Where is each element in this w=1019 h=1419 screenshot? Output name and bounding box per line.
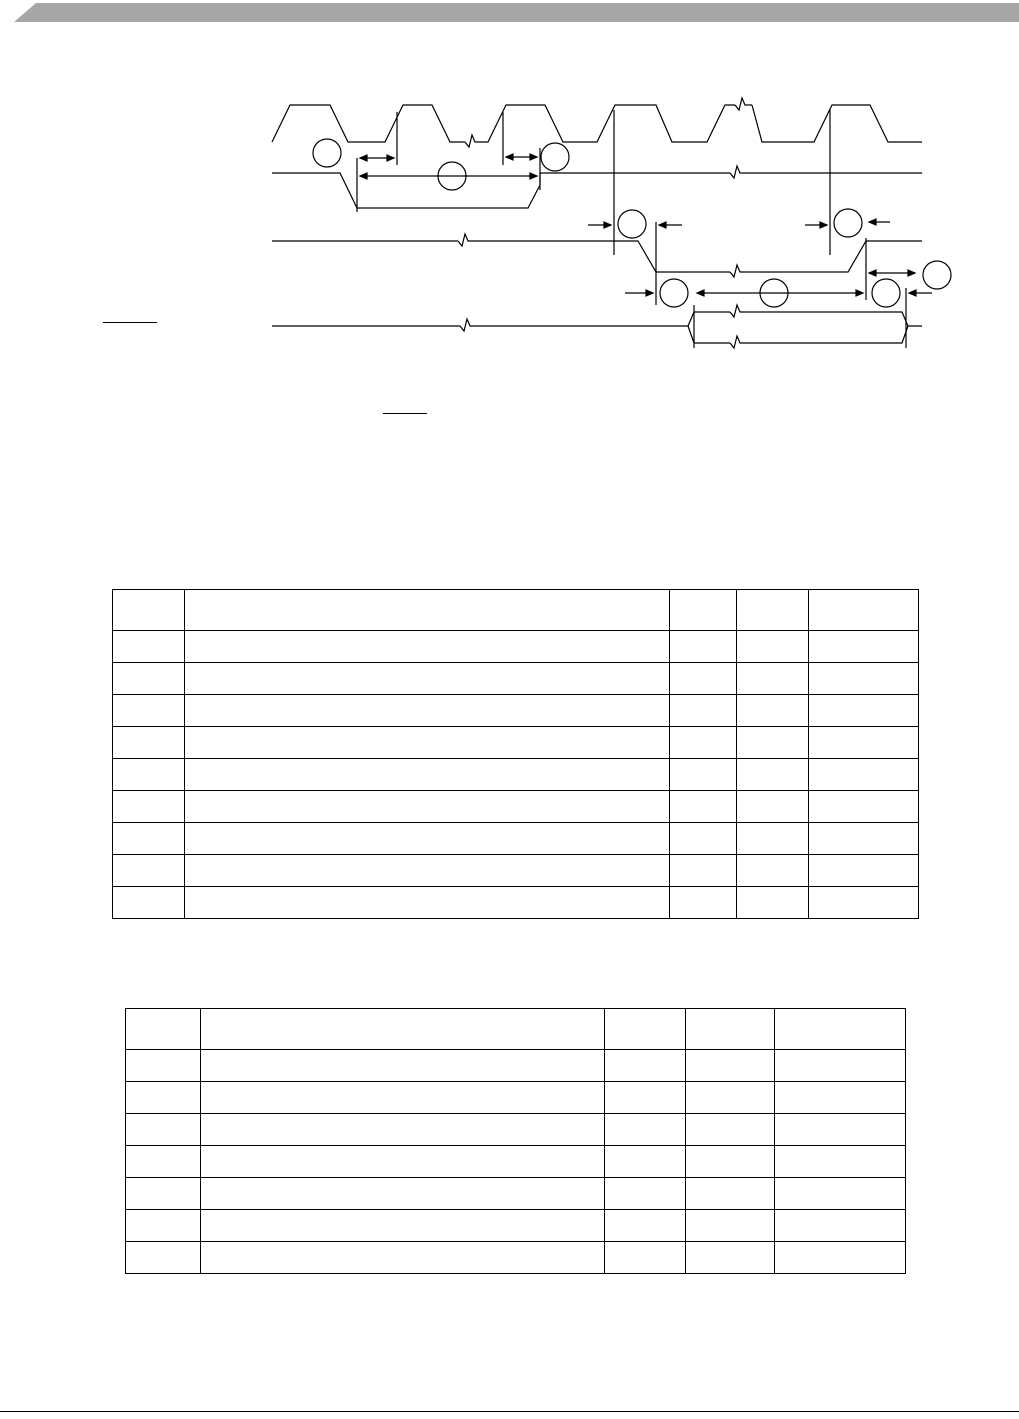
arrowhead-2a bbox=[360, 173, 367, 179]
table-cell bbox=[605, 1210, 686, 1242]
table-cell bbox=[126, 1050, 201, 1082]
table-cell bbox=[737, 695, 809, 727]
table-cell bbox=[113, 631, 185, 663]
table-cell bbox=[113, 759, 185, 791]
table-cell bbox=[201, 1242, 605, 1274]
table-cell bbox=[113, 855, 185, 887]
table-header-row bbox=[126, 1009, 906, 1050]
signal3-break bbox=[458, 234, 488, 246]
signal3-line-2 bbox=[488, 241, 730, 272]
table-header-cell bbox=[185, 590, 670, 631]
table-cell bbox=[201, 1178, 605, 1210]
signal4-line-4 bbox=[758, 312, 922, 326]
table-row bbox=[113, 855, 919, 887]
signal3-break-2 bbox=[730, 265, 758, 277]
arrowhead-3b bbox=[530, 154, 537, 160]
timing-table-1 bbox=[112, 589, 919, 919]
table-cell bbox=[185, 887, 670, 919]
timing-circle-3 bbox=[541, 143, 569, 171]
table-cell bbox=[686, 1114, 775, 1146]
table-row bbox=[113, 727, 919, 759]
timing-circle-1 bbox=[313, 139, 341, 167]
clock-waveform bbox=[272, 105, 465, 142]
table-cell bbox=[686, 1146, 775, 1178]
table-header-cell bbox=[126, 1009, 201, 1050]
table-cell bbox=[185, 759, 670, 791]
table-cell bbox=[670, 759, 737, 791]
table-row bbox=[126, 1210, 906, 1242]
header-band bbox=[0, 0, 1019, 22]
table-cell bbox=[670, 631, 737, 663]
table-row bbox=[113, 663, 919, 695]
table-cell bbox=[737, 791, 809, 823]
table-row bbox=[113, 823, 919, 855]
table-cell bbox=[809, 759, 919, 791]
caption-overbar bbox=[383, 413, 427, 414]
timing-circle-6 bbox=[660, 279, 688, 307]
table-row bbox=[126, 1082, 906, 1114]
arrowhead-5a bbox=[820, 222, 827, 228]
table-header-cell bbox=[775, 1009, 906, 1050]
signal4-break bbox=[460, 319, 490, 331]
table-cell bbox=[113, 695, 185, 727]
table-cell bbox=[201, 1050, 605, 1082]
arrowhead-1b bbox=[387, 155, 394, 161]
clock-break-2 bbox=[735, 98, 752, 110]
clock-waveform-3 bbox=[752, 105, 922, 142]
timing-circle-4 bbox=[618, 210, 646, 238]
table-cell bbox=[670, 727, 737, 759]
clock-waveform-2 bbox=[482, 105, 735, 142]
table-cell bbox=[605, 1146, 686, 1178]
table-cell bbox=[113, 663, 185, 695]
table-header-cell bbox=[809, 590, 919, 631]
table-cell bbox=[775, 1210, 906, 1242]
table-cell bbox=[737, 823, 809, 855]
timing-circle-5 bbox=[834, 209, 862, 237]
table-cell bbox=[670, 855, 737, 887]
arrowhead-9 bbox=[909, 290, 916, 296]
table-cell bbox=[113, 727, 185, 759]
table-cell bbox=[737, 759, 809, 791]
table-cell bbox=[113, 823, 185, 855]
table-cell bbox=[686, 1242, 775, 1274]
timing-diagram bbox=[90, 90, 970, 360]
arrowhead-5b bbox=[869, 219, 876, 225]
table-header-cell bbox=[113, 590, 185, 631]
table-cell bbox=[126, 1146, 201, 1178]
table-cell bbox=[201, 1146, 605, 1178]
table-cell bbox=[809, 631, 919, 663]
table-row bbox=[126, 1114, 906, 1146]
table-cell bbox=[185, 791, 670, 823]
timing-circle-8 bbox=[872, 279, 900, 307]
table-header-row bbox=[113, 590, 919, 631]
table-row bbox=[113, 695, 919, 727]
arrowhead-3a bbox=[506, 154, 513, 160]
table-cell bbox=[670, 791, 737, 823]
table-cell bbox=[126, 1114, 201, 1146]
signal3-line-3 bbox=[758, 241, 922, 272]
table-cell bbox=[185, 663, 670, 695]
table-cell bbox=[809, 727, 919, 759]
table-cell bbox=[605, 1082, 686, 1114]
table-header-cell bbox=[737, 590, 809, 631]
table-cell bbox=[775, 1082, 906, 1114]
signal2-line bbox=[272, 173, 730, 208]
signal4-break-top bbox=[730, 305, 758, 317]
table-cell bbox=[670, 887, 737, 919]
table-cell bbox=[113, 887, 185, 919]
arrowhead-8a bbox=[869, 270, 876, 276]
arrowhead-1a bbox=[360, 155, 367, 161]
table-cell bbox=[737, 887, 809, 919]
table-cell bbox=[809, 695, 919, 727]
table-cell bbox=[809, 855, 919, 887]
clock-break-1 bbox=[465, 135, 482, 147]
table-cell bbox=[185, 695, 670, 727]
footer-rule bbox=[0, 1411, 1019, 1412]
table-cell bbox=[185, 823, 670, 855]
table-cell bbox=[809, 887, 919, 919]
table-cell bbox=[113, 791, 185, 823]
arrowhead-8b bbox=[908, 270, 915, 276]
table-cell bbox=[185, 855, 670, 887]
table-row bbox=[126, 1242, 906, 1274]
table-cell bbox=[126, 1178, 201, 1210]
table-cell bbox=[686, 1210, 775, 1242]
table-cell bbox=[201, 1210, 605, 1242]
arrowhead-6a bbox=[646, 290, 653, 296]
table-cell bbox=[670, 823, 737, 855]
table-row bbox=[113, 759, 919, 791]
table-cell bbox=[605, 1050, 686, 1082]
arrowhead-7b bbox=[856, 290, 863, 296]
table-cell bbox=[670, 695, 737, 727]
arrowhead-2b bbox=[530, 173, 537, 179]
table-row bbox=[126, 1178, 906, 1210]
table-cell bbox=[605, 1114, 686, 1146]
table-cell bbox=[775, 1242, 906, 1274]
table-cell bbox=[809, 823, 919, 855]
table-cell bbox=[185, 631, 670, 663]
table-cell bbox=[126, 1210, 201, 1242]
table-cell bbox=[775, 1114, 906, 1146]
table-cell bbox=[775, 1146, 906, 1178]
signal4-line-5 bbox=[758, 326, 908, 343]
table-cell bbox=[775, 1178, 906, 1210]
table-row bbox=[113, 631, 919, 663]
arrowhead-4a bbox=[604, 222, 611, 228]
table-cell bbox=[126, 1242, 201, 1274]
table-cell bbox=[201, 1082, 605, 1114]
table-cell bbox=[185, 727, 670, 759]
table-cell bbox=[737, 631, 809, 663]
table-cell bbox=[737, 855, 809, 887]
signal2-break bbox=[730, 166, 758, 178]
table-row bbox=[126, 1050, 906, 1082]
timing-table-2 bbox=[125, 1008, 906, 1274]
table-cell bbox=[686, 1050, 775, 1082]
table-cell bbox=[686, 1178, 775, 1210]
table-cell bbox=[686, 1082, 775, 1114]
table-header-cell bbox=[201, 1009, 605, 1050]
table-header-cell bbox=[605, 1009, 686, 1050]
table-cell bbox=[126, 1082, 201, 1114]
table-cell bbox=[775, 1050, 906, 1082]
table-header-cell bbox=[670, 590, 737, 631]
timing-circle-9 bbox=[923, 261, 951, 289]
table-row bbox=[113, 791, 919, 823]
table-cell bbox=[737, 663, 809, 695]
table-cell bbox=[809, 791, 919, 823]
table-cell bbox=[605, 1178, 686, 1210]
arrowhead-4b bbox=[659, 222, 666, 228]
arrowhead-7a bbox=[697, 290, 704, 296]
table-cell bbox=[809, 663, 919, 695]
table-header-cell bbox=[686, 1009, 775, 1050]
header-band-shape bbox=[14, 3, 1019, 22]
signal-label-overbar bbox=[103, 322, 157, 323]
table-cell bbox=[670, 663, 737, 695]
table-row bbox=[126, 1146, 906, 1178]
table-cell bbox=[737, 727, 809, 759]
signal4-break-bottom bbox=[730, 336, 758, 348]
table-row bbox=[113, 887, 919, 919]
table-cell bbox=[201, 1114, 605, 1146]
table-cell bbox=[605, 1242, 686, 1274]
